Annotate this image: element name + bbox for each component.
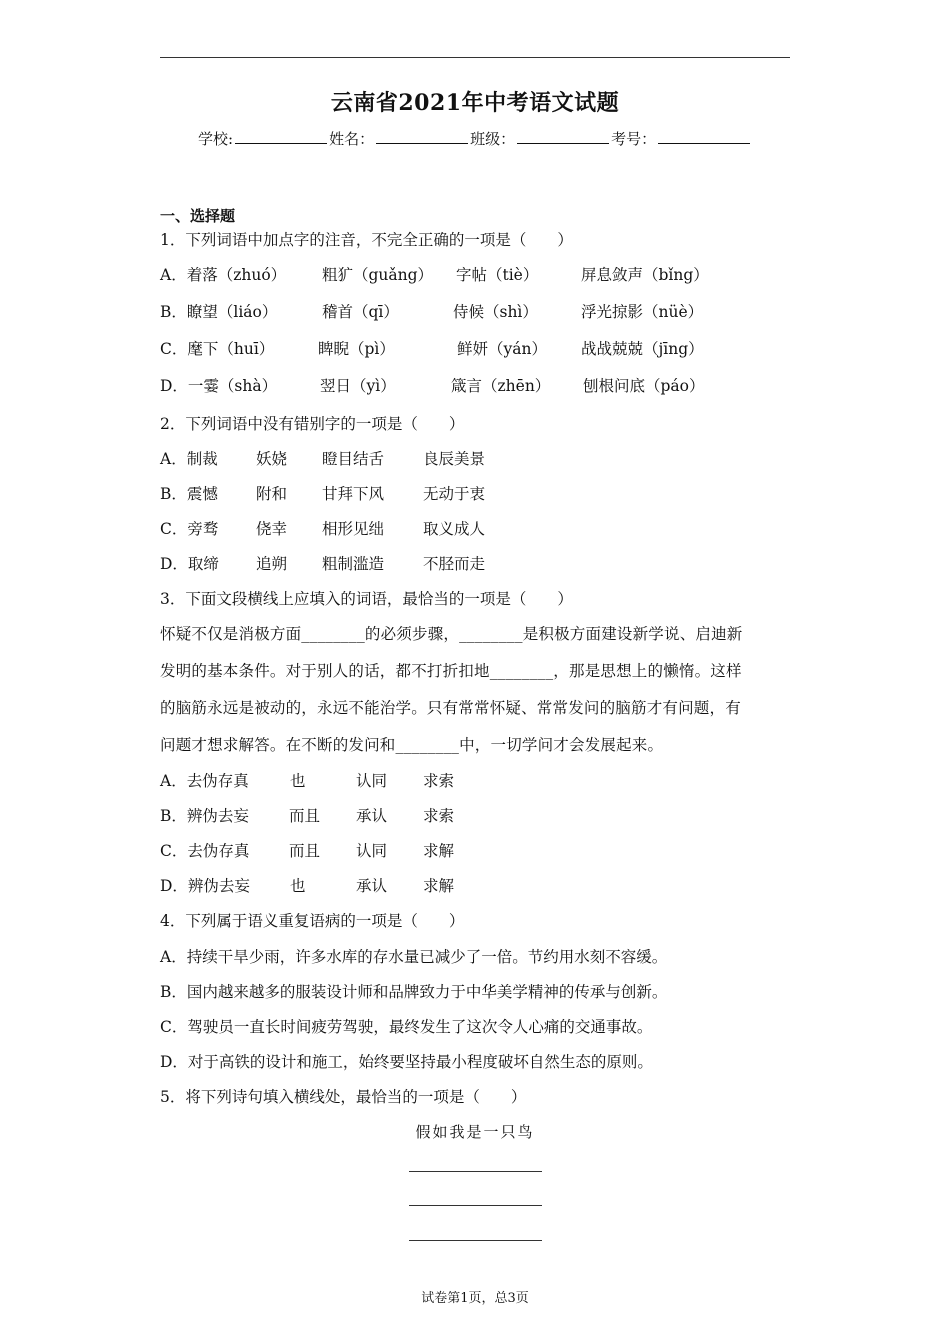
q1-option-c-3: 鲜妍（yán）: [457, 340, 547, 358]
q3-option-b-2: 而且: [289, 807, 321, 825]
q3-option-c-4: 求解: [423, 842, 455, 860]
q3-option-b-3: 承认: [356, 807, 388, 825]
q3-option-d-2: 也: [290, 877, 306, 895]
q2-option-d-2: 追朔: [256, 555, 288, 573]
poem-title: 假如我是一只鸟: [415, 1123, 535, 1141]
q3-option-a-2: 也: [290, 772, 306, 790]
q1-option-b-3: 侍候（shì）: [453, 303, 538, 321]
q1-option-d-2: 翌日（yì）: [320, 377, 396, 395]
q2-option-c-4: 取义成人: [423, 520, 486, 538]
class-label: 班级：: [470, 130, 516, 148]
question-2-stem: 2．下列词语中没有错别字的一项是（ ）: [160, 415, 465, 433]
number-blank[interactable]: [658, 129, 750, 144]
q2-option-b-1[interactable]: B．震憾: [160, 485, 218, 503]
student-info-line: [198, 128, 752, 149]
q2-option-a-1[interactable]: A．制裁: [160, 450, 218, 468]
q1-option-b-1[interactable]: B．瞭望（liáo）: [160, 303, 278, 321]
poem-blank-3[interactable]: [409, 1240, 542, 1241]
q1-option-c-2: 睥睨（pì）: [318, 340, 395, 358]
q2-option-a-2: 妖娆: [256, 450, 288, 468]
q1-option-c-1[interactable]: C．麾下（huī）: [160, 340, 275, 358]
q3-option-d-4: 求解: [423, 877, 455, 895]
q4-option-c[interactable]: C．驾驶员一直长时间疲劳驾驶，最终发生了这次令人心痛的交通事故。: [160, 1018, 653, 1036]
question-4-stem: 4．下列属于语义重复语病的一项是（ ）: [160, 912, 465, 930]
q2-option-a-4: 良辰美景: [423, 450, 486, 468]
q3-option-a-4: 求索: [423, 772, 455, 790]
q1-option-a-3: 字帖（tiè）: [456, 266, 539, 284]
q1-option-a-2: 粗犷（guǎng）: [322, 266, 434, 284]
q1-option-c-4: 战战兢兢（jīng）: [581, 340, 704, 358]
q2-option-b-3: 甘拜下风: [322, 485, 385, 503]
q3-passage-line-3: 的脑筋永远是被动的，永远不能治学。只有常常怀疑、常常发问的脑筋才有问题，有: [160, 699, 741, 717]
section-heading: 一、选择题: [160, 207, 236, 225]
q2-option-a-3: 瞪目结舌: [322, 450, 385, 468]
q2-option-b-2: 附和: [256, 485, 288, 503]
q4-option-a[interactable]: A．持续干旱少雨，许多水库的存水量已减少了一倍。节约用水刻不容缓。: [160, 948, 668, 966]
q3-option-a-3: 认同: [356, 772, 388, 790]
q2-option-d-4: 不胫而走: [423, 555, 486, 573]
q3-option-b-4: 求索: [423, 807, 455, 825]
q3-passage-line-1: 怀疑不仅是消极方面________的必须步骤，________是积极方面建设新学说、启迪新: [160, 625, 743, 643]
q3-option-c-3: 认同: [356, 842, 388, 860]
top-rule: [160, 57, 790, 58]
poem-blank-1[interactable]: [409, 1171, 542, 1172]
q3-option-c-2: 而且: [289, 842, 321, 860]
school-blank[interactable]: [235, 129, 327, 144]
number-label: 考号：: [611, 130, 657, 148]
q3-option-c-1[interactable]: C．去伪存真: [160, 842, 250, 860]
q2-option-c-2: 侥幸: [256, 520, 288, 538]
q1-option-d-3: 箴言（zhēn）: [451, 377, 551, 395]
page-title: 云南省2021年中考语文试题: [330, 90, 620, 116]
school-label: 学校:: [198, 130, 234, 148]
page-footer: 试卷第1页，总3页: [421, 1291, 529, 1306]
class-blank[interactable]: [517, 129, 609, 144]
question-5-stem: 5．将下列诗句填入横线处，最恰当的一项是（ ）: [160, 1088, 527, 1106]
q2-option-d-3: 粗制滥造: [322, 555, 385, 573]
q1-option-a-1[interactable]: A．着落（zhuó）: [160, 266, 287, 284]
q2-option-b-4: 无动于衷: [423, 485, 486, 503]
q1-option-d-4: 刨根问底（páo）: [583, 377, 705, 395]
q3-option-b-1[interactable]: B．辨伪去妄: [160, 807, 249, 825]
name-label: 姓名：: [329, 130, 375, 148]
poem-blank-2[interactable]: [409, 1205, 542, 1206]
q2-option-c-1[interactable]: C．旁骛: [160, 520, 219, 538]
q3-passage-line-4: 问题才想求解答。在不断的发问和________中，一切学问才会发展起来。: [160, 736, 664, 754]
q3-option-d-1[interactable]: D．辨伪去妄: [160, 877, 250, 895]
q1-option-b-2: 稽首（qī）: [322, 303, 399, 321]
q2-option-c-3: 相形见绌: [322, 520, 385, 538]
q4-option-b[interactable]: B．国内越来越多的服装设计师和品牌致力于中华美学精神的传承与创新。: [160, 983, 668, 1001]
q3-passage-line-2: 发明的基本条件。对于别人的话，都不打折扣地________，那是思想上的懒惰。这样: [160, 662, 742, 680]
q1-option-d-1[interactable]: D．一霎（shà）: [160, 377, 278, 395]
q3-option-d-3: 承认: [356, 877, 388, 895]
q4-option-d[interactable]: D．对于高铁的设计和施工，始终要坚持最小程度破坏自然生态的原则。: [160, 1053, 653, 1071]
question-3-stem: 3．下面文段横线上应填入的词语，最恰当的一项是（ ）: [160, 590, 573, 608]
q1-option-b-4: 浮光掠影（nüè）: [581, 303, 704, 321]
name-blank[interactable]: [376, 129, 468, 144]
q2-option-d-1[interactable]: D．取缔: [160, 555, 219, 573]
question-1-stem: 1．下列词语中加点字的注音，不完全正确的一项是（ ）: [160, 231, 573, 249]
q3-option-a-1[interactable]: A．去伪存真: [160, 772, 249, 790]
q1-option-a-4: 屏息敛声（bǐng）: [581, 266, 709, 284]
